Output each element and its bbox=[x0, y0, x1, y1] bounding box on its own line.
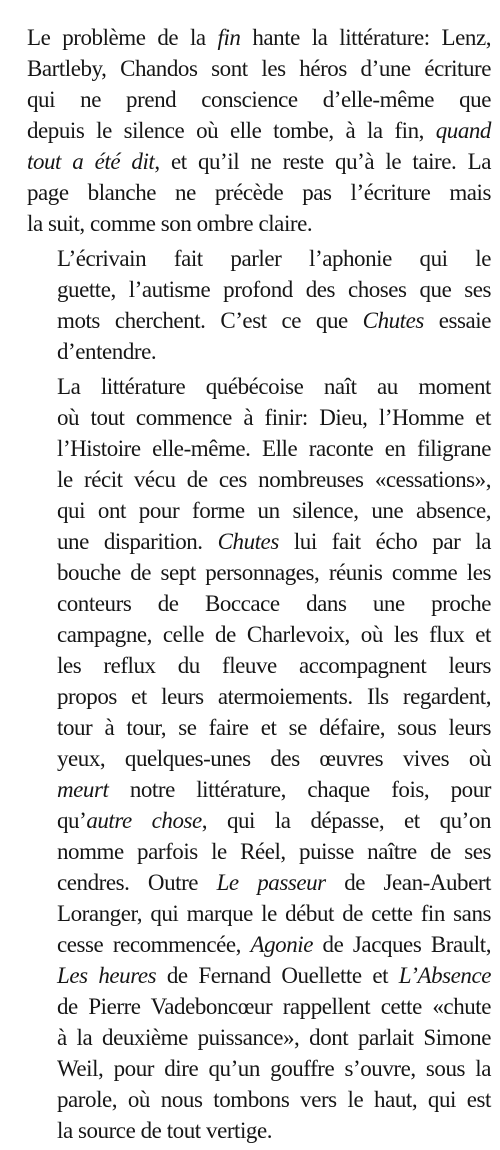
text-line bbox=[27, 898, 491, 929]
text-line bbox=[27, 1084, 491, 1115]
text-run: , et qu’il ne reste qu’à le taire. La bbox=[154, 149, 491, 174]
body-text bbox=[27, 22, 491, 1150]
text-run: bouche de sept personnages, réunis comme les bbox=[57, 560, 491, 585]
italic-run: Agonie bbox=[250, 932, 313, 957]
text-run: , qui la dépasse, et qu’on bbox=[201, 808, 491, 833]
text-line bbox=[27, 208, 491, 239]
text-run: où tout commence à finir: Dieu, l’Homme et bbox=[57, 405, 491, 430]
text-line bbox=[27, 495, 491, 526]
text-run: hante la littérature: Lenz, bbox=[240, 25, 492, 50]
text-line bbox=[27, 305, 491, 336]
text-run: L’écrivain fait parler l’aphonie qui le bbox=[57, 246, 491, 271]
text-line bbox=[27, 991, 491, 1022]
italic-run: Les heures bbox=[57, 963, 157, 988]
text-run: qui ont pour forme un silence, une absence, bbox=[57, 498, 491, 523]
text-run: yeux, quelques-unes des œuvres vives où bbox=[57, 746, 491, 771]
text-run: La littérature québécoise naît au moment bbox=[57, 374, 491, 399]
italic-run: Le passeur bbox=[216, 870, 326, 895]
text-line bbox=[27, 650, 491, 681]
text-run: de Jacques Brault, bbox=[312, 932, 491, 957]
text-run: Bartleby, Chandos sont les héros d’une écriture bbox=[27, 56, 491, 81]
text-line bbox=[27, 243, 491, 274]
text-run: de Fernand Ouellette et bbox=[156, 963, 399, 988]
text-line bbox=[27, 336, 491, 367]
text-line bbox=[27, 805, 491, 836]
italic-run: fin bbox=[217, 25, 241, 50]
text-run: propos et leurs atermoiements. Ils regardent, bbox=[57, 684, 491, 709]
text-line bbox=[27, 526, 491, 557]
text-run: qui ne prend conscience d’elle-même que bbox=[27, 87, 491, 112]
text-line bbox=[27, 371, 491, 402]
text-line bbox=[27, 115, 491, 146]
text-line bbox=[27, 712, 491, 743]
text-run: de Jean-Aubert bbox=[325, 870, 491, 895]
italic-run: tout a été dit bbox=[27, 149, 155, 174]
text-run: depuis le silence où elle tombe, à la fin, bbox=[27, 118, 436, 143]
text-run: Le problème de la bbox=[27, 25, 218, 50]
text-line bbox=[27, 402, 491, 433]
text-line bbox=[27, 1115, 491, 1146]
text-run: une disparition. bbox=[57, 529, 218, 554]
text-line bbox=[27, 22, 491, 53]
text-line bbox=[27, 681, 491, 712]
text-line bbox=[27, 588, 491, 619]
text-run: page blanche ne précède pas l’écriture mais bbox=[27, 180, 491, 205]
text-run: lui fait écho par la bbox=[278, 529, 491, 554]
text-line bbox=[27, 929, 491, 960]
text-run: la suit, comme son ombre claire. bbox=[27, 211, 313, 236]
italic-run: meurt bbox=[57, 777, 109, 802]
text-run: campagne, celle de Charlevoix, où les flux et bbox=[57, 622, 491, 647]
text-line bbox=[27, 146, 491, 177]
text-line bbox=[27, 557, 491, 588]
text-line bbox=[27, 743, 491, 774]
text-run: essaie bbox=[423, 308, 491, 333]
text-run: parole, où nous tombons vers le haut, qui est bbox=[57, 1087, 491, 1112]
text-run: Weil, pour dire qu’un gouffre s’ouvre, sous la bbox=[57, 1056, 491, 1081]
text-line bbox=[27, 867, 491, 898]
italic-run: autre chose bbox=[86, 808, 202, 833]
text-line bbox=[27, 619, 491, 650]
text-line bbox=[27, 53, 491, 84]
text-line bbox=[27, 1053, 491, 1084]
italic-run: Chutes bbox=[217, 529, 279, 554]
text-run: tour à tour, se faire et se défaire, sous leurs bbox=[57, 715, 491, 740]
italic-run: quand bbox=[435, 118, 491, 143]
text-line bbox=[27, 836, 491, 867]
paragraph-3 bbox=[27, 371, 491, 1146]
text-line bbox=[27, 177, 491, 208]
text-run: guette, l’autisme profond des choses que ses bbox=[57, 277, 491, 302]
text-line bbox=[27, 774, 491, 805]
text-run: l’Histoire elle-même. Elle raconte en filigrane bbox=[57, 436, 491, 461]
paragraph-1 bbox=[27, 22, 491, 239]
text-line bbox=[27, 464, 491, 495]
text-line bbox=[27, 433, 491, 464]
text-run: nomme parfois le Réel, puisse naître de ses bbox=[57, 839, 491, 864]
text-run: le récit vécu de ces nombreuses «cessations», bbox=[57, 467, 491, 492]
text-run: cesse recommencée, bbox=[57, 932, 251, 957]
text-run: qu’ bbox=[57, 808, 87, 833]
text-run: cendres. Outre bbox=[57, 870, 217, 895]
paragraph-2 bbox=[27, 243, 491, 367]
text-run: la source de tout vertige. bbox=[57, 1118, 273, 1143]
italic-run: L’Absence bbox=[398, 963, 491, 988]
text-line bbox=[27, 274, 491, 305]
text-line bbox=[27, 84, 491, 115]
text-run: notre littérature, chaque fois, pour bbox=[108, 777, 491, 802]
text-run: mots cherchent. C’est ce que bbox=[57, 308, 363, 333]
text-line bbox=[27, 960, 491, 991]
text-run: d’entendre. bbox=[57, 339, 157, 364]
italic-run: Chutes bbox=[362, 308, 424, 333]
text-line bbox=[27, 1022, 491, 1053]
text-run: de Pierre Vadeboncœur rappellent cette «chute bbox=[57, 994, 491, 1019]
text-run: à la deuxième puissance», dont parlait Simone bbox=[57, 1025, 491, 1050]
text-run: les reflux du fleuve accompagnent leurs bbox=[57, 653, 491, 678]
text-run: conteurs de Boccace dans une proche bbox=[57, 591, 491, 616]
text-run: Loranger, qui marque le début de cette fin sans bbox=[57, 901, 491, 926]
